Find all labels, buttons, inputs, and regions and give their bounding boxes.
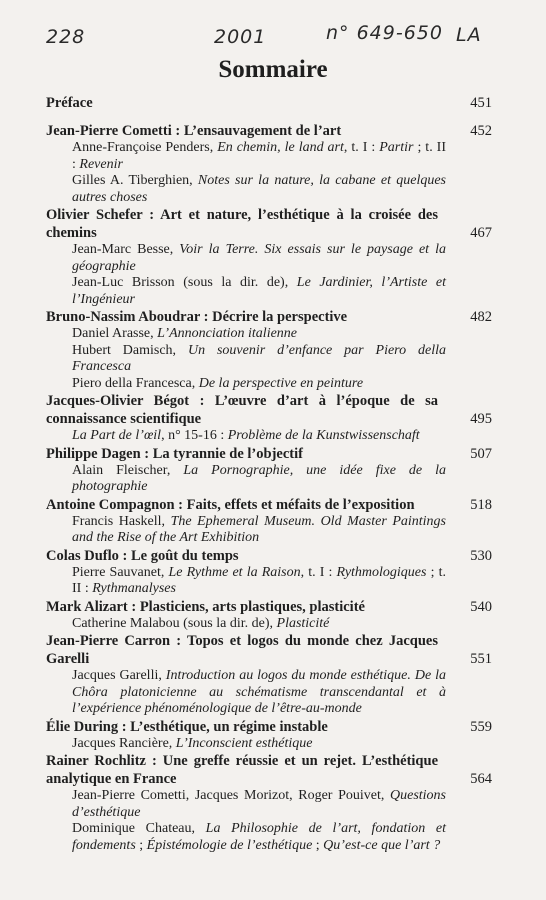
book-author: Jacques Rancière,: [72, 735, 176, 751]
book-title: Plasticité: [276, 615, 330, 631]
reviewed-book: [72, 140, 492, 173]
page-number: 540: [470, 598, 492, 615]
reviewed-book: [72, 463, 492, 496]
article-title: Jean-Pierre Carron : Topos et logos du monde chez Jacques Garelli: [46, 633, 438, 667]
article-title: Rainer Rochlitz : Une greffe réussie et un rejet. L’esthétique analytique en France: [46, 753, 438, 787]
book-title: Problème de la Kunstwissenschaft: [227, 428, 420, 443]
toc-entry-header: [46, 496, 492, 514]
book-author: ; t. II :: [72, 564, 447, 596]
toc-entry-header: [46, 598, 492, 616]
toc-entry-header: [46, 308, 492, 326]
preface-entry: [46, 95, 492, 112]
book-title: Notes sur la nature, la cabane et quelques autres choses: [72, 173, 446, 205]
book-title: La Pornographie, une idée fixe de la photographie: [72, 462, 446, 494]
article-title: Antoine Compagnon : Faits, effets et méfaits de l’exposition: [46, 496, 415, 513]
reviewed-book: [72, 343, 492, 376]
page-number: 507: [470, 445, 492, 462]
reviewed-book: [72, 565, 492, 598]
toc-entry-header: [46, 392, 492, 428]
book-author: Piero della Francesca,: [72, 375, 199, 391]
page-title: Sommaire: [218, 56, 328, 83]
book-author: , n° 15-16 :: [161, 428, 228, 443]
article-title: Jean-Pierre Cometti : L’ensauvagement de l’art: [46, 123, 342, 139]
book-author: ;: [312, 837, 324, 853]
reviewed-book: [72, 736, 492, 753]
article-title: Philippe Dagen : La tyrannie de l’objectif: [46, 445, 303, 462]
toc-entry-header: [46, 718, 492, 736]
book-author: ;: [135, 837, 147, 853]
book-title: Questions d’esthétique: [72, 788, 446, 820]
handwritten-year: 2001: [214, 26, 267, 48]
toc-entry: [46, 632, 492, 718]
book-author: , t. I :: [343, 140, 380, 155]
toc-entry: [46, 598, 492, 633]
toc-entry-header: [46, 445, 492, 463]
page-number: 482: [470, 309, 492, 325]
book-author: Gilles A. Tiberghien,: [72, 173, 198, 188]
book-author: Alain Fleischer,: [72, 462, 184, 478]
reviewed-book: [72, 788, 492, 821]
page-number: 518: [470, 496, 492, 513]
handwritten-code: LA: [456, 24, 482, 46]
reviewed-book: [72, 326, 492, 343]
article-title: Élie During : L’esthétique, un régime instable: [46, 718, 328, 735]
toc-entry: [46, 392, 492, 445]
page-number: 551: [470, 651, 492, 667]
handwritten-issue: n° 649-650: [326, 22, 443, 44]
book-author: Jean-Luc Brisson (sous la dir. de),: [72, 275, 297, 290]
toc-entry-header: [46, 547, 492, 565]
book-author: Jacques Garelli,: [72, 668, 166, 683]
reviewed-book: [72, 821, 492, 854]
article-title: Bruno-Nassim Aboudrar : Décrire la perspective: [46, 309, 348, 325]
page-number: 559: [470, 718, 492, 735]
reviewed-book: [72, 428, 492, 445]
book-title: Épistémologie de l’esthétique: [146, 837, 313, 853]
page-number: 564: [470, 771, 492, 787]
toc-entry-header: [46, 752, 492, 788]
book-title: La Part de l’œil: [72, 428, 162, 443]
book-author: ; t. II :: [72, 140, 446, 172]
article-title: Colas Duflo : Le goût du temps: [46, 547, 239, 564]
book-title: Le Jardinier, l’Artiste et l’Ingénieur: [72, 275, 446, 307]
book-author: Francis Haskell,: [72, 513, 171, 529]
table-of-contents: [46, 95, 492, 854]
reviewed-book: [72, 242, 492, 275]
book-title: Partir: [379, 140, 414, 155]
book-author: , t. I :: [300, 564, 337, 580]
book-author: Jean-Marc Besse,: [72, 242, 180, 257]
book-author: Hubert Damisch,: [72, 342, 188, 358]
book-title: Qu’est-ce que l’art ?: [323, 837, 441, 853]
reviewed-book: [72, 275, 492, 308]
toc-entry-header: [46, 206, 492, 242]
page-number: 495: [470, 411, 492, 427]
book-author: Daniel Arasse,: [72, 326, 158, 341]
handwritten-number: 228: [46, 26, 86, 48]
book-title: Rythmanalyses: [92, 581, 176, 596]
reviewed-book: [72, 616, 492, 633]
book-author: Dominique Chateau,: [72, 821, 206, 836]
page-number: 452: [470, 123, 492, 139]
toc-entry-header: [46, 632, 492, 668]
book-title: Voir la Terre. Six essais sur le paysage et la géographie: [72, 242, 446, 274]
toc-entry: [46, 445, 492, 496]
book-title: L’Annonciation italienne: [157, 326, 298, 341]
toc-entry: [46, 496, 492, 547]
book-title: La Philosophie de l’art, fondation et fondements: [72, 821, 446, 853]
preface-label: Préface: [46, 95, 93, 111]
page-number: 467: [470, 225, 492, 241]
article-title: Jacques-Olivier Bégot : L’œuvre d’art à l’époque de sa connaissance scientifique: [46, 393, 438, 427]
book-title: Revenir: [79, 156, 123, 172]
book-title: Un souvenir d’enfance par Piero della Francesca: [72, 342, 446, 374]
book-author: Anne-Françoise Penders,: [72, 140, 218, 155]
reviewed-book: [72, 668, 492, 718]
article-title: Olivier Schefer : Art et nature, l’esthétique à la croisée des chemins: [46, 207, 438, 241]
book-title: L’Inconscient esthétique: [175, 735, 313, 751]
book-author: Pierre Sauvanet,: [72, 564, 169, 580]
reviewed-book: [72, 376, 492, 393]
book-title: Le Rythme et la Raison: [168, 564, 301, 580]
page-number: 530: [470, 547, 492, 564]
book-title: En chemin, le land art: [217, 140, 344, 155]
book-author: Jean-Pierre Cometti, Jacques Morizot, Roger Pouivet,: [72, 788, 390, 803]
preface-page: 451: [470, 95, 492, 111]
toc-entry-header: [46, 122, 492, 140]
book-title: Rythmologiques: [336, 564, 427, 580]
article-title: Mark Alizart : Plasticiens, arts plastiques, plasticité: [46, 598, 365, 615]
book-title: The Ephemeral Museum. Old Master Paintings and the Rise of the Art Exhibition: [72, 513, 446, 545]
book-author: Catherine Malabou (sous la dir. de),: [72, 615, 277, 631]
toc-entry: [46, 308, 492, 392]
book-title: De la perspective en peinture: [198, 375, 364, 391]
toc-entry: [46, 122, 492, 206]
toc-entry: [46, 752, 492, 854]
toc-entry: [46, 547, 492, 598]
reviewed-book: [72, 173, 492, 206]
book-title: Introduction au logos du monde esthétique. De la Chôra platonicienne au schématisme transcendantal et à l’expérience phénoménologique de l’être-au-monde: [72, 668, 446, 716]
reviewed-book: [72, 514, 492, 547]
toc-entry: [46, 206, 492, 308]
toc-entry: [46, 718, 492, 753]
